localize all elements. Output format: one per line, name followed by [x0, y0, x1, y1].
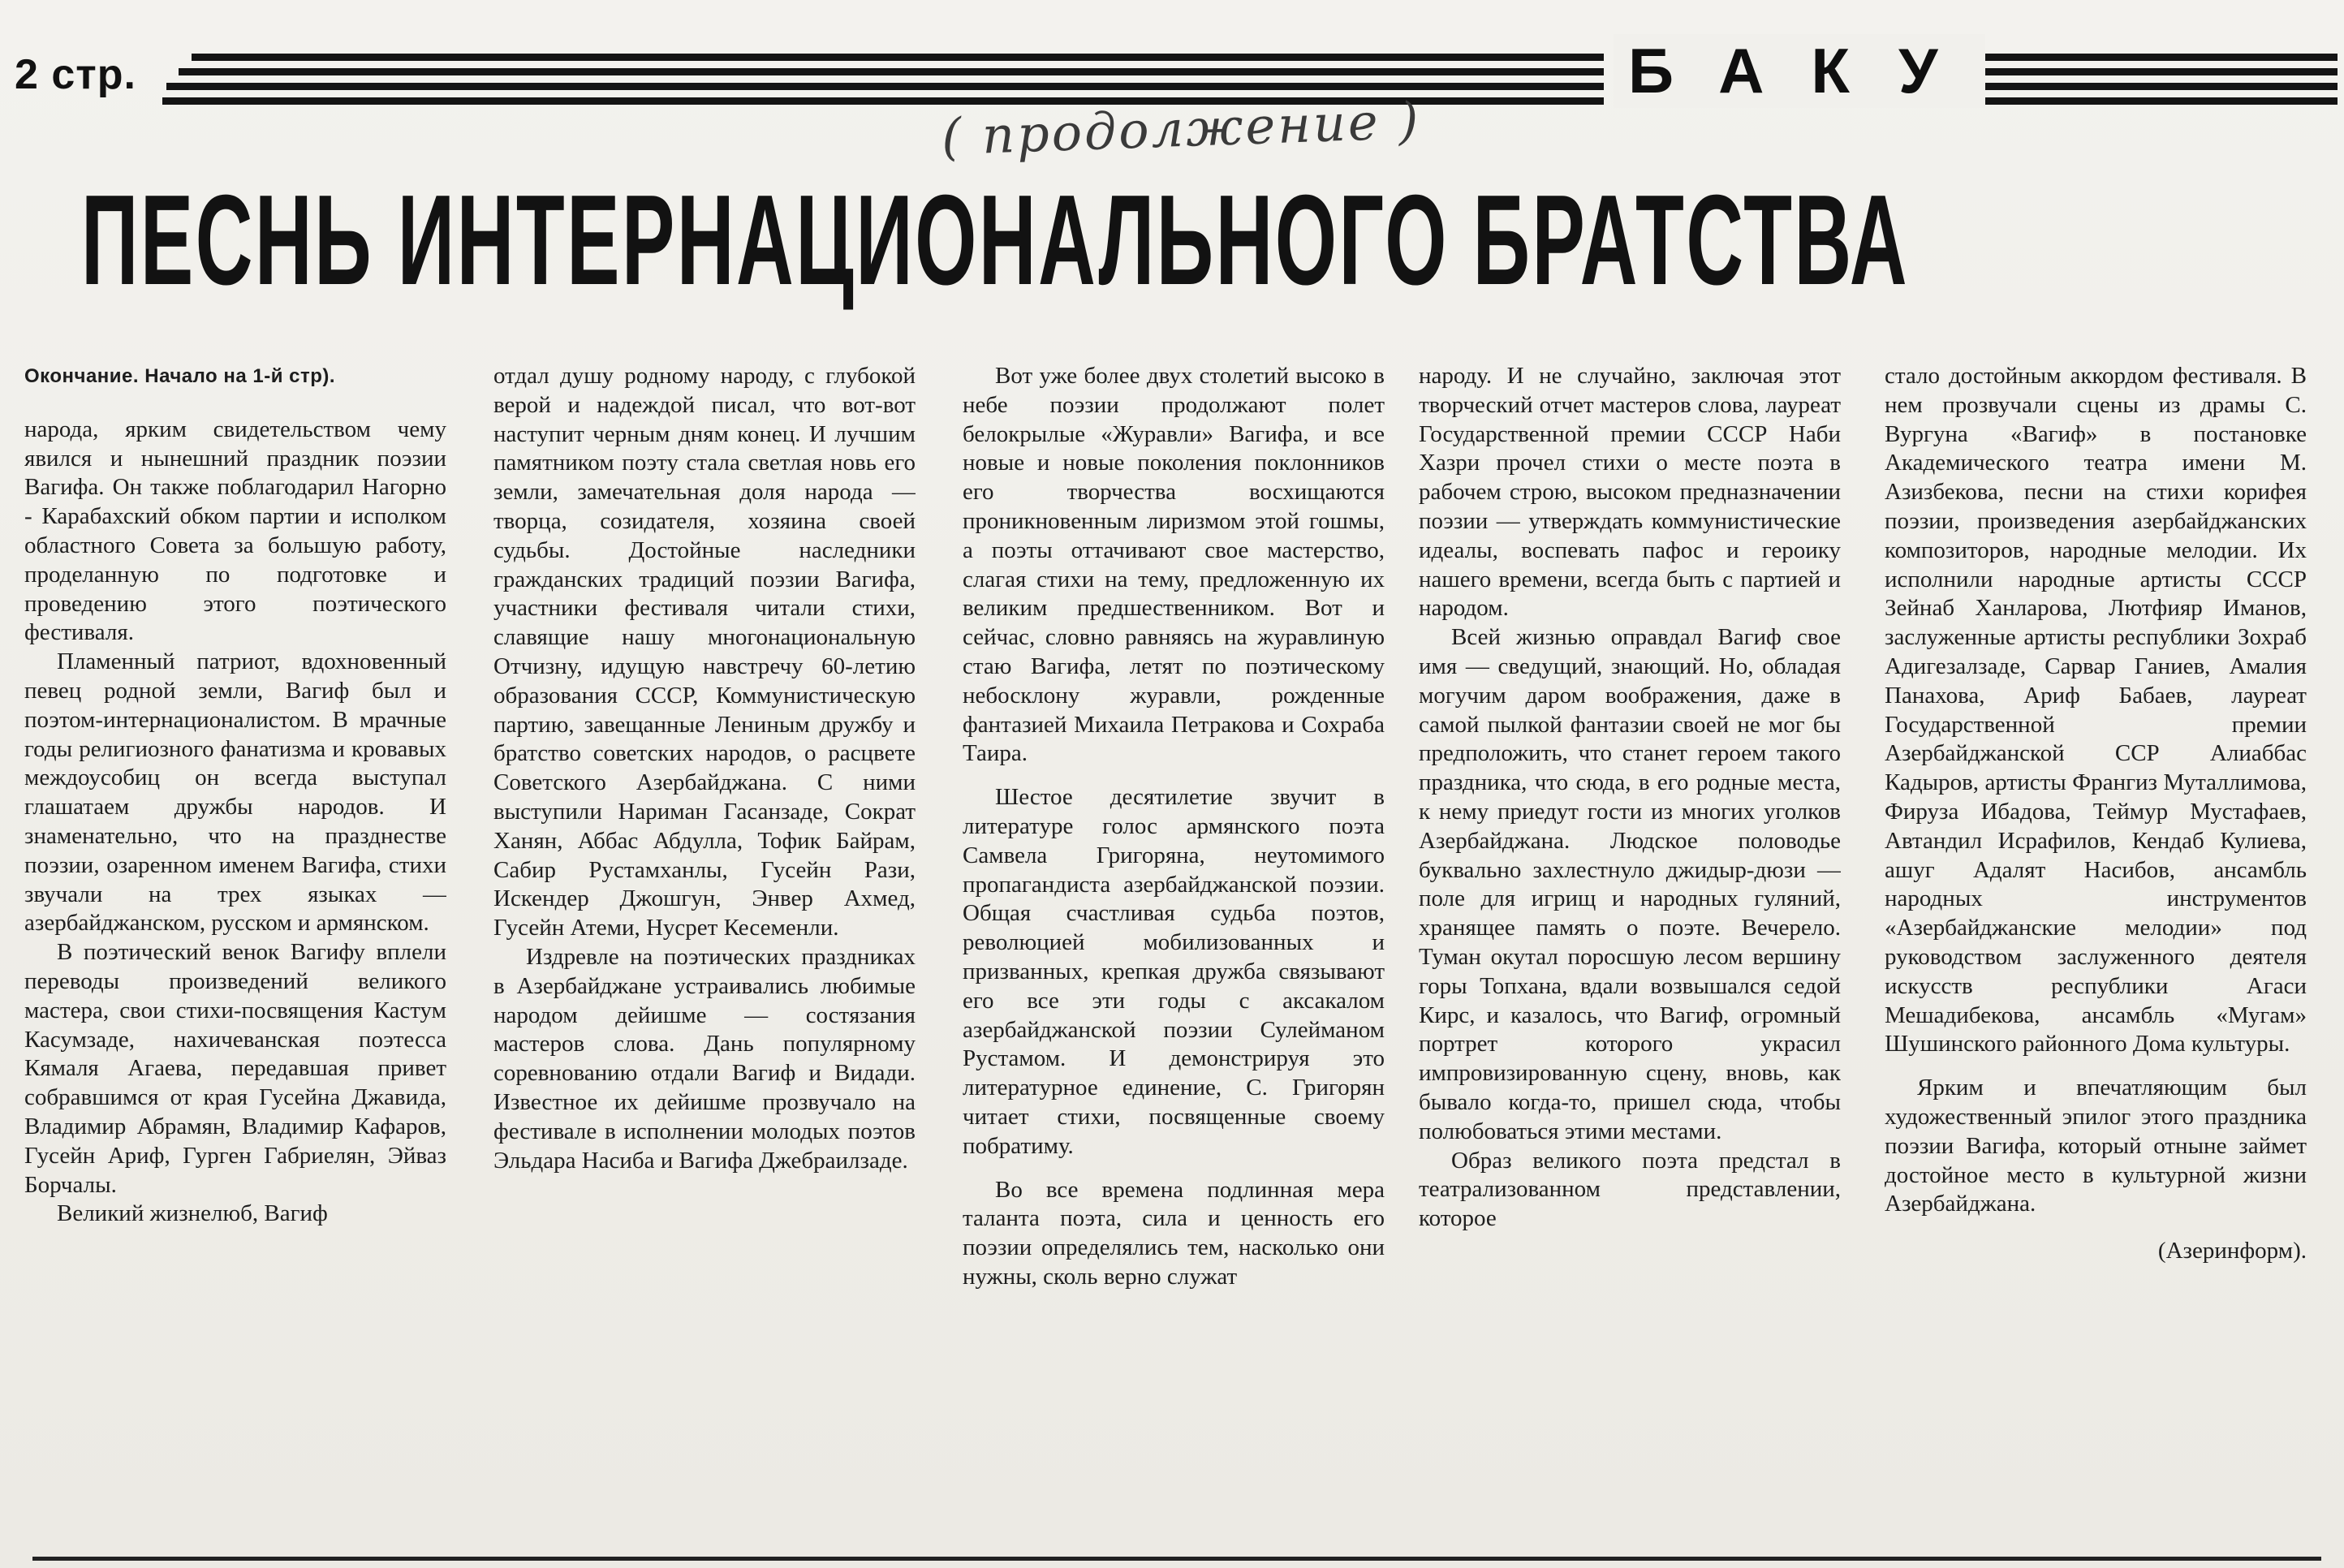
article-column-4 — [1419, 362, 1841, 1514]
masthead-rule — [1980, 97, 2338, 105]
paragraph: Во все времена подлинная мера таланта поэта, сила и ценность его поэзии определялись тем, насколько они нужны, сколь верно служат — [963, 1176, 1385, 1290]
paragraph: Шестое десятилетие звучит в литературе голос армянского поэта Самвела Григоряна, неутомимого пропагандиста азербайджанской поэзии. Общая счастливая судьба поэтов, революцией мобилизованных и призванных, крепкая дружба связывают его все эти годы с аксакалом азербайджанской поэзии Сулейманом Рустамом. И демонстрируя это литературное единение, С. Григорян читает стихи, посвященные своему побратиму. — [963, 784, 1385, 1159]
paragraph: Издревле на поэтических праздниках в Азербайджане устраивались любимые народом дейишме — состязания мастеров слова. Дань популярному соревнованию отдали Вагиф и Видади. Известное их дейишме прозвучало на фестивале в исполнении молодых поэтов Эльдара Насиба и Вагифа Джебраилзаде. — [493, 943, 916, 1174]
article-column-5 — [1885, 362, 2307, 1514]
masthead-rule — [179, 68, 1604, 75]
masthead-city: БАКУ — [1614, 34, 1985, 108]
article-body — [24, 362, 2321, 1514]
page-number-label: 2 стр. — [15, 51, 136, 98]
article-column-2 — [493, 362, 916, 1514]
paragraph: стало достойным аккордом фестиваля. В нем прозвучали сцены из драмы С. Вургуна «Вагиф» в постановке Академического театра имени М. Азизбекова, песни на стихи корифея поэзии, произведения азербайджанских композиторов, народные мелодии. Их исполнили народные артисты СССР Зейнаб Ханларова, Лютфияр Иманов, заслуженные артисты республики Зохраб Адигезалзаде, Сарвар Ганиев, Амалия Панахова, Ариф Бабаев, лауреат Государственной премии Азербайджанской ССР Алиаббас Кадыров, артисты Франгиз Муталлимова, Фируза Ибадова, Теймур Мустафаев, Автандил Исрафилов, Кендаб Кулиева, ашуг Адалят Насибов, ансамбль народных инструментов «Азербайджанские мелодии» под руководством заслуженного деятеля искусств республики Агаси Мешадибекова, ансамбль «Мугам» Шушинского районного Дома культуры. — [1885, 363, 2307, 1058]
paragraph: Образ великого поэта предстал в театрализованном представлении, которое — [1419, 1147, 1841, 1232]
paragraph: Пламенный патриот, вдохновенный певец родной земли, Вагиф был и поэтом-интернационалистом. В мрачные годы религиозного фанатизма и кровавых междоусобиц он всегда выступал глашатаем дружбы народов. И знаменательно, что на празднестве поэзии, озаренном именем Вагифа, стихи звучали на трех языках — азербайджанском, русском и армянском. — [24, 648, 446, 937]
paragraph: Великий жизнелюб, Вагиф — [57, 1200, 328, 1227]
article-headline: ПЕСНЬ ИНТЕРНАЦИОНАЛЬНОГО БРАТСТВА — [81, 169, 1910, 312]
continuation-note: Окончание. Начало на 1-й стр). — [24, 365, 336, 387]
paragraph: Всей жизнью оправдал Вагиф свое имя — сведущий, знающий. Но, обладая могучим даром воображения, даже в самой пылкой фантазии своей не мог бы предположить, что станет героем такого праздника, что сюда, в его родные места, к нему приедут гости из многих уголков Азербайджана. Людское половодье буквально захлестнуло джидыр-дюзи — поле для игрищ и народных гуляний, хранящее память о поэте. Вечерело. Туман окутал поросшую лесом вершину горы Топхана, вдали возвышался седой Кирс, и казалось, что Вагиф, огромный портрет которого украсил импровизированную сцену, вновь, как бывало когда-то, пришел сюда, чтобы полюбоваться этими местами. — [1419, 624, 1841, 1144]
masthead-rule — [1980, 54, 2338, 61]
masthead-rule — [1980, 83, 2338, 90]
news-agency-credit: (Азеринформ). — [2157, 1238, 2307, 1264]
paragraph: Вот уже более двух столетий высоко в небе поэзии продолжают полет белокрылые «Журавли» Вагифа, и все новые и новые поколения поклонников его творчества восхищаются проникновенным лиризмом этой гошмы, а поэты оттачивают свое мастерство, слагая стихи на тему, предложенную их великим предшественником. Вот и сейчас, словно равняясь на журавлиную стаю Вагифа, летят по поэтическому небосклону журавли, рожденные фантазией Михаила Петракова и Сохраба Таира. — [963, 363, 1385, 767]
paragraph: народа, ярким свидетельством чему явился и нынешний праздник поэзии Вагифа. Он также поблагодарил Нагорно - Карабахский обком партии и исполком областного Совета за большую работу, проделанную по подготовке и проведению этого поэтического фестиваля. — [24, 416, 446, 646]
paragraph: В поэтический венок Вагифу вплели переводы произведений великого мастера, свои стихи-посвящения Кастум Касумзаде, нахичеванская поэтесса Кямаля Агаева, передавшая привет собравшимся от края Гусейна Джавида, Владимир Абрамян, Владимир Кафаров, Гусейн Ариф, Гурген Габриелян, Эйваз Борчалы. — [24, 939, 446, 1198]
article-column-1 — [24, 362, 446, 1514]
bottom-rule — [32, 1557, 2321, 1561]
article-column-3 — [963, 362, 1385, 1514]
paragraph: народу. И не случайно, заключая этот творческий отчет мастеров слова, лауреат Государственной премии СССР Наби Хазри прочел стихи о месте поэта в рабочем строю, высоком предназначении поэзии — утверждать коммунистические идеалы, воспевать пафос и героику нашего времени, всегда быть с партией и народом. — [1419, 363, 1841, 622]
masthead-rule — [192, 54, 1604, 61]
masthead-rule — [166, 83, 1604, 90]
paragraph: отдал душу родному народу, с глубокой верой и надеждой писал, что вот-вот наступит черным дням конец. И лучшим памятником поэту стала светлая новь его земли, замечательная доля народа — творца, созидателя, хозяина своей судьбы. Достойные наследники гражданских традиций поэзии Вагифа, участники фестиваля читали стихи, славящие нашу многонациональную Отчизну, идущую навстречу 60-летию образования СССР, Коммунистическую партию, завещанные Лениным дружбу и братство советских народов, о расцвете Советского Азербайджана. С ними выступили Нариман Гасанзаде, Сократ Ханян, Аббас Абдулла, Тофик Байрам, Сабир Рустамханлы, Гусейн Рази, Искендер Джошгун, Энвер Ахмед, Гусейн Атеми, Нусрет Кесеменли. — [493, 363, 916, 941]
handwritten-annotation: ( продолжение ) — [940, 90, 1422, 167]
masthead-rule — [1980, 68, 2338, 75]
paragraph: Ярким и впечатляющим был художественный эпилог этого праздника поэзии Вагифа, который отныне займет достойное место в культурной жизни Азербайджана. — [1885, 1075, 2307, 1217]
